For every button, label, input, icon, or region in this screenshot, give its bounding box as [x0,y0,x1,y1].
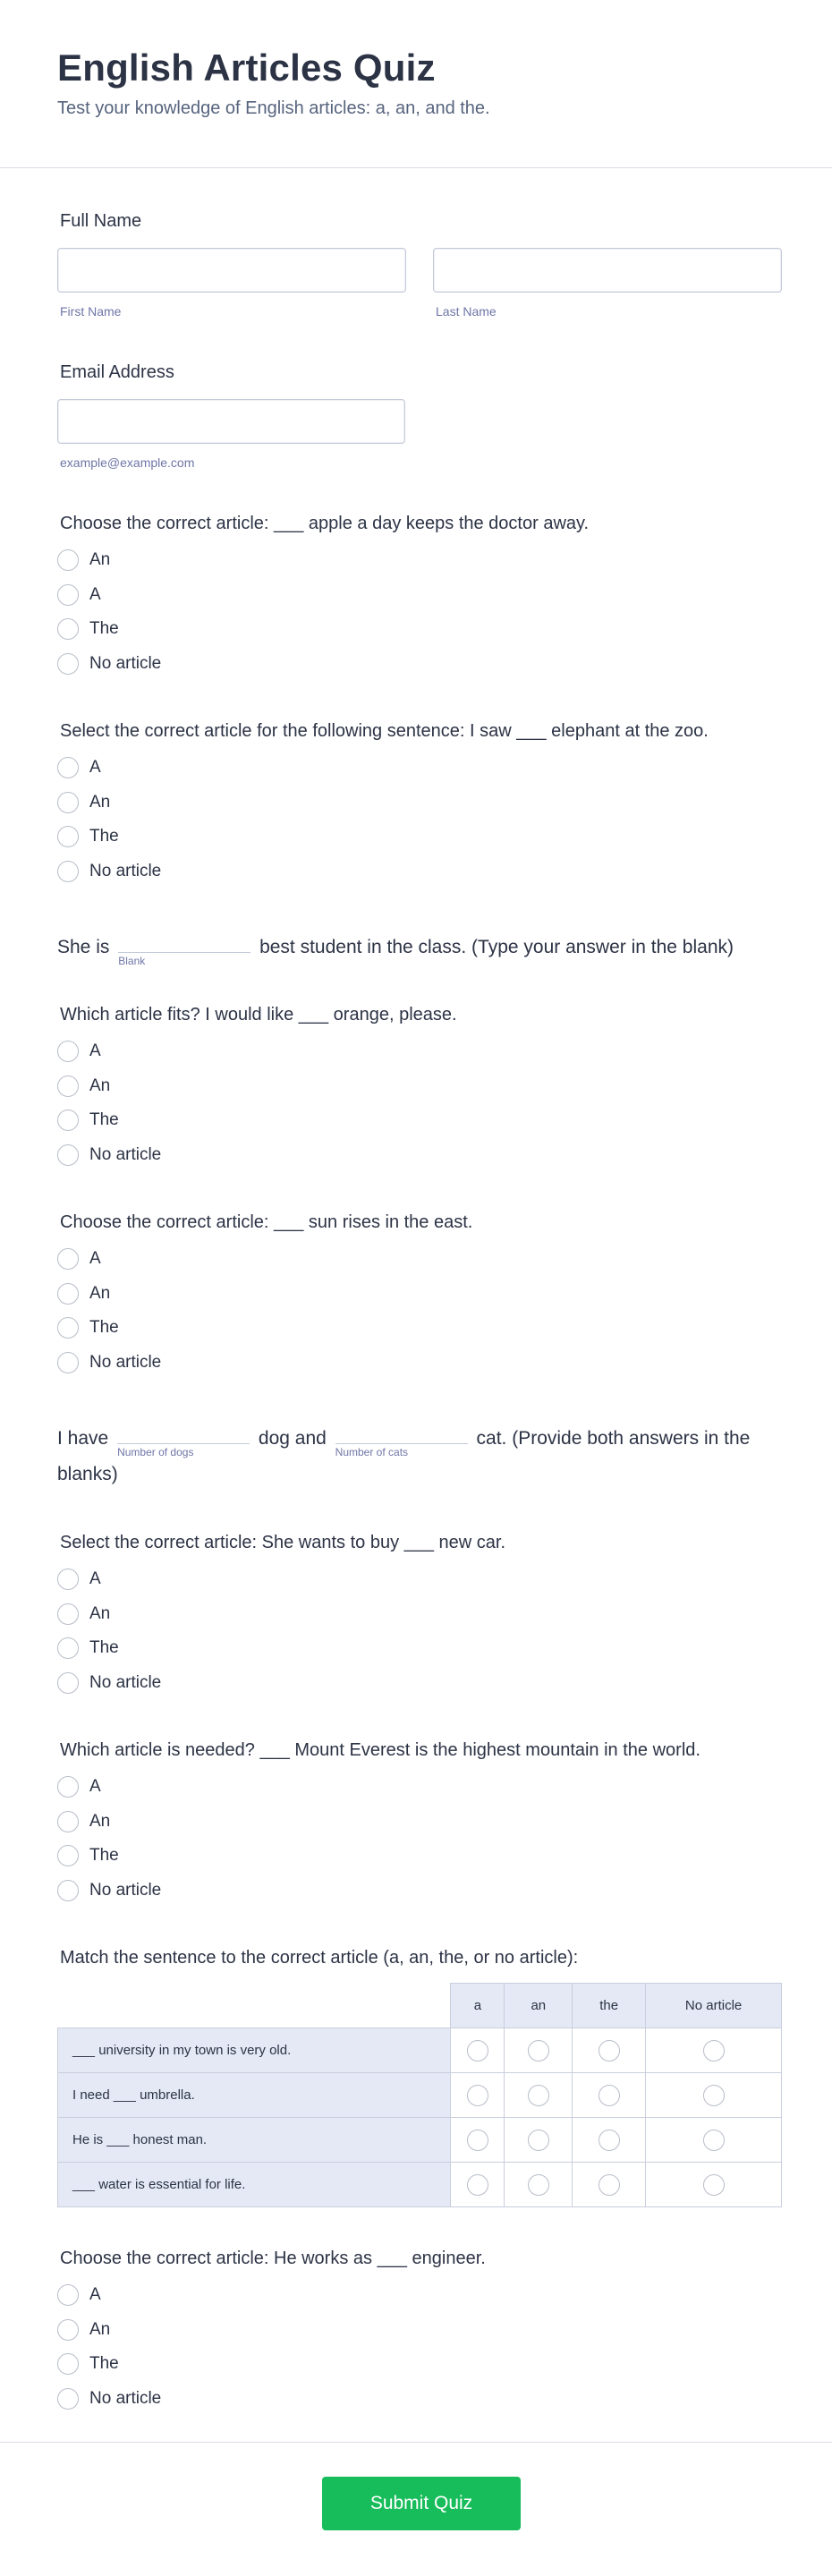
q6-option[interactable] [57,1839,782,1874]
option-label: An [89,1075,111,1095]
radio-circle[interactable] [57,1075,79,1097]
radio-circle[interactable] [57,1248,79,1270]
option-label: The [89,827,119,846]
option-label: The [89,619,119,639]
q3-option[interactable] [57,1138,782,1173]
radio-circle[interactable] [57,549,79,571]
option-label: The [89,2354,119,2374]
radio-circle[interactable] [57,792,79,813]
q7-option[interactable] [57,2278,782,2313]
question-3-label: Which article fits? I would like ___ orange, please. [60,1005,457,1024]
fill-1-text-before: She is [57,937,110,957]
radio-circle[interactable] [57,2388,79,2410]
blank-sublabel: Blank [118,955,146,967]
first-name-sublabel: First Name [60,304,122,319]
q2-option[interactable] [57,854,782,889]
fill-blank-2 [57,1421,782,1492]
q2-option[interactable] [57,786,782,820]
matrix-column-header: an [505,1984,573,2028]
question-6-label: Which article is needed? ___ Mount Everest is the highest mountain in the world. [60,1740,700,1760]
q4-option[interactable] [57,1346,782,1381]
q5-option[interactable] [57,1666,782,1701]
q7-option[interactable] [57,2313,782,2348]
q3-option[interactable] [57,1034,782,1069]
full-name-label: Full Name [60,211,142,231]
radio-circle[interactable] [57,826,79,847]
matrix-row-label: ___ university in my town is very old. [58,2028,451,2073]
q1-option[interactable] [57,578,782,613]
form-header [0,0,832,168]
last-name-sublabel: Last Name [436,304,497,319]
matrix-radio[interactable] [467,2085,488,2106]
first-name-input[interactable] [57,248,406,293]
option-label: No article [89,653,162,673]
radio-circle[interactable] [57,584,79,606]
radio-circle[interactable] [57,1603,79,1625]
matrix-radio[interactable] [599,2085,620,2106]
q4-option[interactable] [57,1311,782,1346]
option-label: A [89,2285,101,2305]
radio-circle[interactable] [57,757,79,778]
radio-circle[interactable] [57,861,79,882]
q1-option[interactable] [57,612,782,647]
option-label: No article [89,2388,162,2408]
fill-2-text-after-line2: blanks) [57,1464,118,1484]
q3-option[interactable] [57,1103,782,1138]
fill-blank-1 [57,930,782,965]
radio-circle[interactable] [57,1569,79,1590]
question-2 [57,721,782,888]
question-1-label: Choose the correct article: ___ apple a day keeps the doctor away. [60,514,590,533]
option-label: A [89,1249,101,1269]
matrix-row [58,2028,782,2073]
option-label: A [89,1041,101,1061]
radio-circle[interactable] [57,618,79,640]
radio-circle[interactable] [57,2284,79,2306]
option-label: A [89,758,101,778]
q7-option[interactable] [57,2347,782,2382]
page-title: English Articles Quiz [57,47,436,89]
matrix-row-label: He is ___ honest man. [58,2118,451,2163]
radio-circle[interactable] [57,2353,79,2375]
option-label: No article [89,1672,162,1692]
q6-option[interactable] [57,1805,782,1840]
email-sublabel: example@example.com [60,455,195,470]
email-input[interactable] [57,399,405,444]
matrix-corner [58,1984,451,2028]
option-label: The [89,1318,119,1338]
q7-option[interactable] [57,2382,782,2417]
option-label: The [89,1638,119,1658]
q1-option[interactable] [57,543,782,578]
matrix-radio[interactable] [599,2040,620,2062]
matrix-row [58,2163,782,2207]
q4-option[interactable] [57,1242,782,1277]
email-field [57,362,782,470]
matrix-radio[interactable] [599,2174,620,2196]
radio-circle[interactable] [57,1041,79,1062]
dogs-blank-input[interactable] [117,1423,250,1458]
last-name-input[interactable] [433,248,782,293]
q6-option[interactable] [57,1770,782,1805]
matrix-radio[interactable] [703,2174,725,2196]
matrix-column-header: No article [646,1984,782,2028]
matrix-radio[interactable] [599,2130,620,2151]
matrix-radio[interactable] [528,2085,549,2106]
option-label: An [89,2319,111,2339]
matrix-label: Match the sentence to the correct article (a, an, the, or no article): [60,1948,579,1968]
fill-2-text-after: cat. (Provide both answers in the [476,1428,751,1449]
radio-circle[interactable] [57,1283,79,1305]
full-name-field [57,211,782,319]
q6-option[interactable] [57,1874,782,1909]
matrix-radio[interactable] [467,2130,488,2151]
option-label: An [89,1603,111,1623]
question-3 [57,1005,782,1172]
q4-option[interactable] [57,1277,782,1312]
matrix-radio[interactable] [528,2130,549,2151]
q1-option[interactable] [57,647,782,682]
radio-circle[interactable] [57,1672,79,1694]
question-5-label: Select the correct article: She wants to buy ___ new car. [60,1533,506,1552]
radio-circle[interactable] [57,1144,79,1166]
q2-option[interactable] [57,751,782,786]
matrix-row [58,2118,782,2163]
option-label: No article [89,1880,162,1900]
matrix-radio[interactable] [703,2085,725,2106]
question-7-label: Choose the correct article: He works as ___ engineer. [60,2249,486,2268]
radio-circle[interactable] [57,1845,79,1866]
radio-circle[interactable] [57,2319,79,2341]
q5-option[interactable] [57,1597,782,1632]
option-label: The [89,1846,119,1866]
question-5 [57,1533,782,1700]
q3-option[interactable] [57,1069,782,1104]
matrix-radio[interactable] [467,2040,488,2062]
question-2-label: Select the correct article for the following sentence: I saw ___ elephant at the zoo. [60,721,709,741]
matrix-radio[interactable] [467,2174,488,2196]
fill-1-text-after: best student in the class. (Type your answer in the blank) [259,937,734,957]
option-label: An [89,1811,111,1831]
fill-2-text-middle: dog and [258,1428,327,1449]
radio-circle[interactable] [57,1637,79,1659]
matrix-radio[interactable] [703,2040,725,2062]
matrix-row-label: ___ water is essential for life. [58,2163,451,2207]
option-label: A [89,1569,101,1589]
option-label: An [89,1283,111,1303]
matrix-radio[interactable] [703,2130,725,2151]
radio-circle[interactable] [57,1880,79,1901]
question-1 [57,514,782,681]
fill-2-text-before: I have [57,1428,109,1449]
matrix-column-header: the [573,1984,646,2028]
option-label: No article [89,861,162,880]
matrix-table [57,1983,782,2207]
radio-circle[interactable] [57,1109,79,1131]
matrix-row [58,2073,782,2118]
radio-circle[interactable] [57,653,79,675]
option-label: An [89,550,111,570]
cats-blank-input[interactable] [335,1423,468,1458]
option-label: The [89,1110,119,1130]
option-label: A [89,584,101,604]
matrix-radio[interactable] [528,2040,549,2062]
option-label: An [89,792,111,812]
q5-option[interactable] [57,1631,782,1666]
matrix-question [57,1948,782,2207]
matrix-radio[interactable] [528,2174,549,2196]
cats-blank-sublabel: Number of cats [335,1446,409,1458]
form-footer [0,2442,832,2576]
question-4 [57,1212,782,1380]
page-subtitle: Test your knowledge of English articles: a, an, and the. [57,98,490,118]
question-4-label: Choose the correct article: ___ sun rises in the east. [60,1212,473,1232]
radio-circle[interactable] [57,1352,79,1373]
radio-circle[interactable] [57,1811,79,1832]
radio-circle[interactable] [57,1317,79,1339]
dogs-blank-sublabel: Number of dogs [117,1446,194,1458]
question-7 [57,2249,782,2416]
matrix-row-label: I need ___ umbrella. [58,2073,451,2118]
option-label: A [89,1777,101,1797]
email-label: Email Address [60,362,174,382]
submit-button[interactable]: Submit Quiz [322,2477,521,2530]
matrix-column-header: a [451,1984,505,2028]
option-label: No article [89,1352,162,1372]
option-label: No article [89,1144,162,1164]
blank-input[interactable] [118,931,250,967]
question-6 [57,1740,782,1908]
q5-option[interactable] [57,1562,782,1597]
radio-circle[interactable] [57,1776,79,1798]
q2-option[interactable] [57,820,782,854]
